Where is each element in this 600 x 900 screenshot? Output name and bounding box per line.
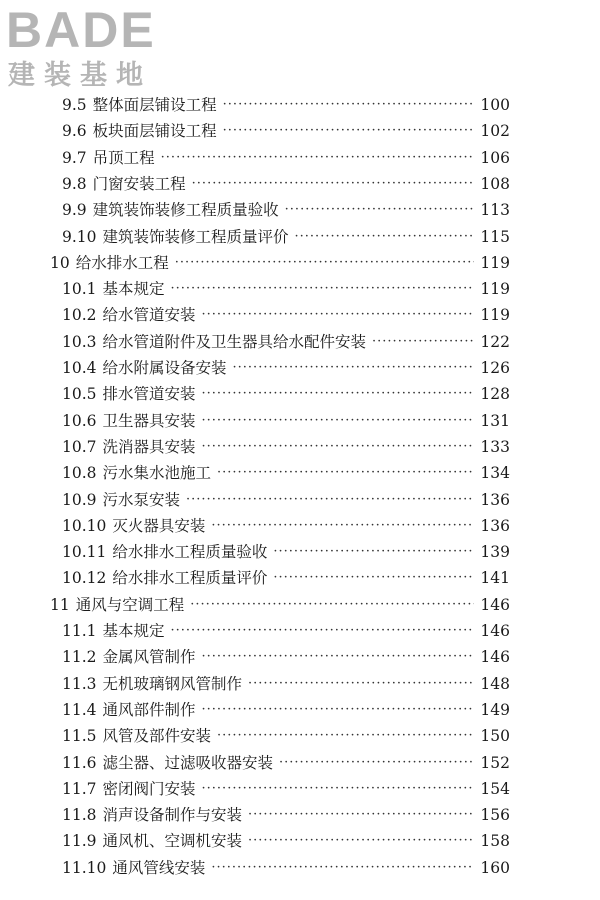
toc-entry-page: 131 xyxy=(480,411,510,430)
dot-leader xyxy=(248,828,474,854)
toc-entry-number: 10.7 xyxy=(62,437,97,456)
toc-entry-number: 11.10 xyxy=(62,858,107,877)
toc-entry-number: 9.8 xyxy=(62,174,87,193)
toc-entry-title: 给水排水工程质量评价 xyxy=(112,569,268,588)
toc-entry xyxy=(62,855,510,881)
toc-entry-page: 158 xyxy=(480,832,510,851)
dot-leader xyxy=(190,592,474,618)
dot-leader xyxy=(211,513,474,539)
toc-entry-page: 149 xyxy=(480,700,510,719)
toc-entry xyxy=(62,460,510,486)
toc-entry xyxy=(62,302,510,328)
dot-leader xyxy=(248,671,474,697)
dot-leader xyxy=(202,644,474,670)
toc-entry-title: 给水排水工程 xyxy=(75,253,169,272)
dot-leader xyxy=(192,171,474,197)
toc-entry-number: 11.7 xyxy=(62,779,97,798)
toc-entry-title: 给水管道附件及卫生器具给水配件安装 xyxy=(102,332,367,351)
toc-entry xyxy=(62,92,510,118)
toc-entry-title: 密闭阀门安装 xyxy=(102,779,196,798)
toc-entry xyxy=(62,802,510,828)
toc-entry-number: 11 xyxy=(50,595,70,614)
toc-entry-title: 通风与空调工程 xyxy=(75,595,185,614)
dot-leader xyxy=(372,329,474,355)
dot-leader xyxy=(273,539,474,565)
toc-entry-title: 基本规定 xyxy=(102,280,165,299)
dot-leader xyxy=(175,250,474,276)
toc-entry xyxy=(62,329,510,355)
toc-entry-number: 9.7 xyxy=(62,148,87,167)
toc-entry-page: 136 xyxy=(480,516,510,535)
toc-entry xyxy=(62,171,510,197)
toc-entry xyxy=(62,539,510,565)
dot-leader xyxy=(217,460,474,486)
toc-entry xyxy=(62,750,510,776)
toc-entry xyxy=(62,644,510,670)
toc-entry-page: 148 xyxy=(480,674,510,693)
toc-entry-title: 基本规定 xyxy=(102,622,165,640)
toc-entry-page: 150 xyxy=(480,727,510,746)
toc-entry-page: 160 xyxy=(480,858,510,877)
toc-entry-page: 146 xyxy=(480,648,510,667)
toc-entry-page: 122 xyxy=(480,332,510,351)
dot-leader xyxy=(171,618,474,644)
dot-leader xyxy=(161,145,474,171)
toc-entry xyxy=(50,250,510,276)
dot-leader xyxy=(202,408,474,434)
toc-entry xyxy=(62,671,510,697)
dot-leader xyxy=(279,750,474,776)
toc-entry-title: 滤尘器、过滤吸收器安装 xyxy=(102,753,274,772)
toc-entry-page: 152 xyxy=(480,753,510,772)
toc-entry-page: 156 xyxy=(480,806,510,825)
toc-entry xyxy=(62,197,510,223)
logo-chinese-text: 建装基地 xyxy=(8,60,152,91)
toc-entry-number: 10.4 xyxy=(62,359,97,377)
toc-entry-title: 通风机、空调机安装 xyxy=(102,832,243,851)
toc-entry-number: 11.9 xyxy=(62,832,97,851)
publisher-logo xyxy=(6,2,181,94)
toc-entry-page: 134 xyxy=(480,464,510,483)
toc-entry-title: 通风管线安装 xyxy=(112,858,206,877)
toc-entry-page: 100 xyxy=(480,96,510,114)
dot-leader xyxy=(202,381,474,407)
toc-entry-number: 11.1 xyxy=(62,622,97,640)
toc-entry-number: 10.9 xyxy=(62,490,97,509)
toc-entry-title: 污水泵安装 xyxy=(102,490,181,509)
toc-entry-number: 11.5 xyxy=(62,727,97,746)
toc-entry-title: 通风部件制作 xyxy=(102,700,196,719)
toc-entry-title: 无机玻璃钢风管制作 xyxy=(102,674,243,693)
toc-entry-title: 板块面层铺设工程 xyxy=(92,122,217,141)
toc-entry-title: 金属风管制作 xyxy=(102,648,196,667)
toc-entry-page: 146 xyxy=(480,622,510,640)
toc-entry-number: 10.12 xyxy=(62,569,107,588)
dot-leader xyxy=(211,855,474,881)
dot-leader xyxy=(186,487,474,513)
toc-entry xyxy=(62,276,510,302)
toc-entry xyxy=(62,723,510,749)
toc-entry-number: 10 xyxy=(50,253,70,272)
toc-entry xyxy=(62,565,510,591)
toc-entry-number: 10.11 xyxy=(62,543,107,562)
toc-entry-page: 119 xyxy=(480,280,510,299)
toc-entry-title: 吊顶工程 xyxy=(92,148,155,167)
toc-entry-page: 146 xyxy=(480,595,510,614)
toc-entry-number: 10.3 xyxy=(62,332,97,351)
toc-entry xyxy=(62,618,510,644)
toc-entry-page: 136 xyxy=(480,490,510,509)
toc-entry-page: 133 xyxy=(480,437,510,456)
toc-entry xyxy=(62,434,510,460)
toc-entry-number: 11.2 xyxy=(62,648,97,667)
dot-leader xyxy=(285,197,474,223)
dot-leader xyxy=(202,697,474,723)
toc-entry xyxy=(62,224,510,250)
toc-entry xyxy=(62,776,510,802)
toc-entry-number: 11.6 xyxy=(62,753,97,772)
toc-entry-title: 污水集水池施工 xyxy=(102,464,212,483)
dot-leader xyxy=(223,92,474,118)
toc-entry-number: 9.5 xyxy=(62,96,87,114)
toc-entry xyxy=(62,487,510,513)
toc-entry-page: 108 xyxy=(480,174,510,193)
toc-entry xyxy=(62,828,510,854)
toc-entry-number: 11.3 xyxy=(62,674,97,693)
toc-entry-title: 建筑装饰装修工程质量验收 xyxy=(92,201,279,220)
toc-entry-number: 11.8 xyxy=(62,806,97,825)
toc-entry-title: 消声设备制作与安装 xyxy=(102,806,243,825)
toc-entry-page: 106 xyxy=(480,148,510,167)
toc-entry-title: 整体面层铺设工程 xyxy=(92,96,217,114)
toc-entry xyxy=(62,145,510,171)
toc-entry-title: 给水附属设备安装 xyxy=(102,359,227,377)
toc-entry-number: 9.6 xyxy=(62,122,87,141)
dot-leader xyxy=(273,565,474,591)
toc-entry-number: 10.10 xyxy=(62,516,107,535)
toc-entry-page: 115 xyxy=(480,227,510,246)
toc-entry-title: 给水管道安装 xyxy=(102,306,196,325)
toc-entry-number: 11.4 xyxy=(62,700,97,719)
toc-entry-title: 给水排水工程质量验收 xyxy=(112,543,268,562)
toc-entry xyxy=(62,355,510,381)
dot-leader xyxy=(202,776,474,802)
dot-leader xyxy=(248,802,474,828)
toc-entry-number: 10.5 xyxy=(62,385,97,404)
toc-entry-page: 102 xyxy=(480,122,510,141)
toc-entry-page: 141 xyxy=(480,569,510,588)
toc-entry-number: 9.9 xyxy=(62,201,87,220)
toc-entry-page: 154 xyxy=(480,779,510,798)
toc-entry xyxy=(62,381,510,407)
toc-entry-title: 卫生器具安装 xyxy=(102,411,196,430)
toc-entry xyxy=(62,697,510,723)
toc-entry xyxy=(50,592,510,618)
toc-entry-page: 126 xyxy=(480,359,510,377)
toc-entry-page: 113 xyxy=(480,201,510,220)
toc-entry-number: 9.10 xyxy=(62,227,97,246)
toc-entry xyxy=(62,513,510,539)
toc-entry xyxy=(62,118,510,144)
toc-entry-title: 建筑装饰装修工程质量评价 xyxy=(102,227,289,246)
toc-entry-title: 门窗安装工程 xyxy=(92,174,186,193)
toc-entry-title: 风管及部件安装 xyxy=(102,727,212,746)
toc-entry-number: 10.1 xyxy=(62,280,97,299)
toc-entry xyxy=(62,408,510,434)
dot-leader xyxy=(295,224,474,250)
toc-entry-page: 128 xyxy=(480,385,510,404)
toc-entry-title: 洗消器具安装 xyxy=(102,437,196,456)
toc-entry-number: 10.2 xyxy=(62,306,97,325)
toc-entry-page: 139 xyxy=(480,543,510,562)
dot-leader xyxy=(171,276,474,302)
toc-entry-title: 灭火器具安装 xyxy=(112,516,206,535)
dot-leader xyxy=(202,302,474,328)
logo-latin-text: BADE xyxy=(6,2,156,58)
toc-entry-page: 119 xyxy=(480,253,510,272)
toc-entry-title: 排水管道安装 xyxy=(102,385,196,404)
dot-leader xyxy=(202,434,474,460)
dot-leader xyxy=(217,723,474,749)
toc-entry-number: 10.8 xyxy=(62,464,97,483)
dot-leader xyxy=(223,118,474,144)
dot-leader xyxy=(233,355,474,381)
toc-entry-number: 10.6 xyxy=(62,411,97,430)
toc-entry-page: 119 xyxy=(480,306,510,325)
